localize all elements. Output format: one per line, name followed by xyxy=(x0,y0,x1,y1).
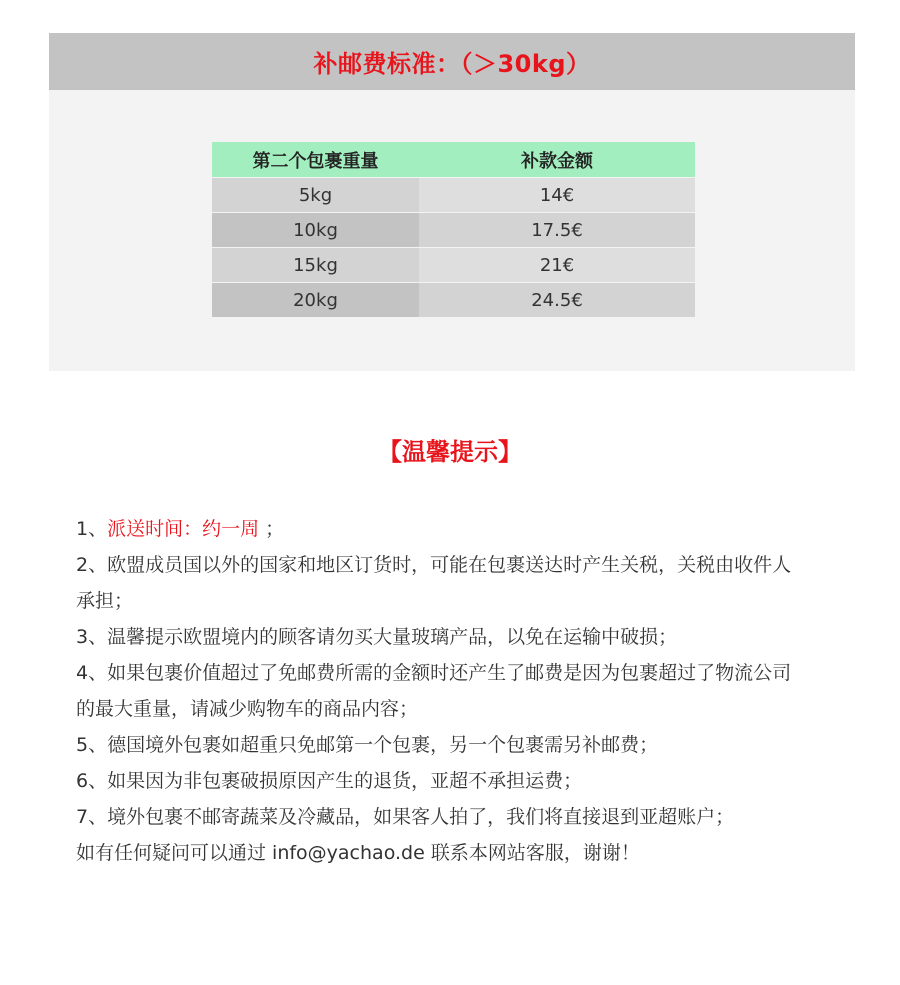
amount-cell: 14€ xyxy=(419,178,695,213)
weight-cell: 20kg xyxy=(212,283,419,318)
delivery-time-highlight: 派送时间：约一周 xyxy=(107,518,260,540)
tips-title: 【温馨提示】 xyxy=(378,438,522,466)
fee-standard-header xyxy=(49,33,855,90)
tip-suffix: ； xyxy=(259,518,285,540)
tip-item: 4、如果包裹价值超过了免邮费所需的金额时还产生了邮费是因为包裹超过了物流公司的最大重量，请减少购物车的商品内容； xyxy=(76,662,792,720)
table-row xyxy=(212,213,695,248)
tips-list xyxy=(76,511,801,871)
table-row xyxy=(212,248,695,283)
tip-item: 7、境外包裹不邮寄蔬菜及冷藏品，如果客人拍了，我们将直接退到亚超账户； xyxy=(76,806,735,828)
fee-table-panel xyxy=(49,90,855,371)
column-header-amount: 补款金额 xyxy=(419,142,695,178)
weight-cell: 15kg xyxy=(212,248,419,283)
tip-number: 1、 xyxy=(76,518,108,540)
tip-item: 5、德国境外包裹如超重只免邮第一个包裹，另一个包裹需另补邮费； xyxy=(76,734,659,756)
amount-cell: 21€ xyxy=(419,248,695,283)
fee-table xyxy=(212,142,695,317)
tip-item: 2、欧盟成员国以外的国家和地区订货时，可能在包裹送达时产生关税，关税由收件人承担； xyxy=(76,554,792,612)
column-header-weight: 第二个包裹重量 xyxy=(212,142,419,178)
fee-table-header-row xyxy=(212,142,695,178)
amount-cell: 17.5€ xyxy=(419,213,695,248)
amount-cell: 24.5€ xyxy=(419,283,695,318)
fee-standard-title: 补邮费标准：（＞30kg） xyxy=(313,50,591,78)
weight-cell: 5kg xyxy=(212,178,419,213)
weight-cell: 10kg xyxy=(212,213,419,248)
tip-item: 6、如果因为非包裹破损原因产生的退货，亚超不承担运费； xyxy=(76,770,583,792)
tip-item: 3、温馨提示欧盟境内的顾客请勿买大量玻璃产品，以免在运输中破损； xyxy=(76,626,678,648)
tip-item xyxy=(76,511,801,547)
contact-note: 如有任何疑问可以通过 info@yachao.de 联系本网站客服，谢谢！ xyxy=(76,842,640,864)
table-row xyxy=(212,178,695,213)
table-row xyxy=(212,283,695,318)
